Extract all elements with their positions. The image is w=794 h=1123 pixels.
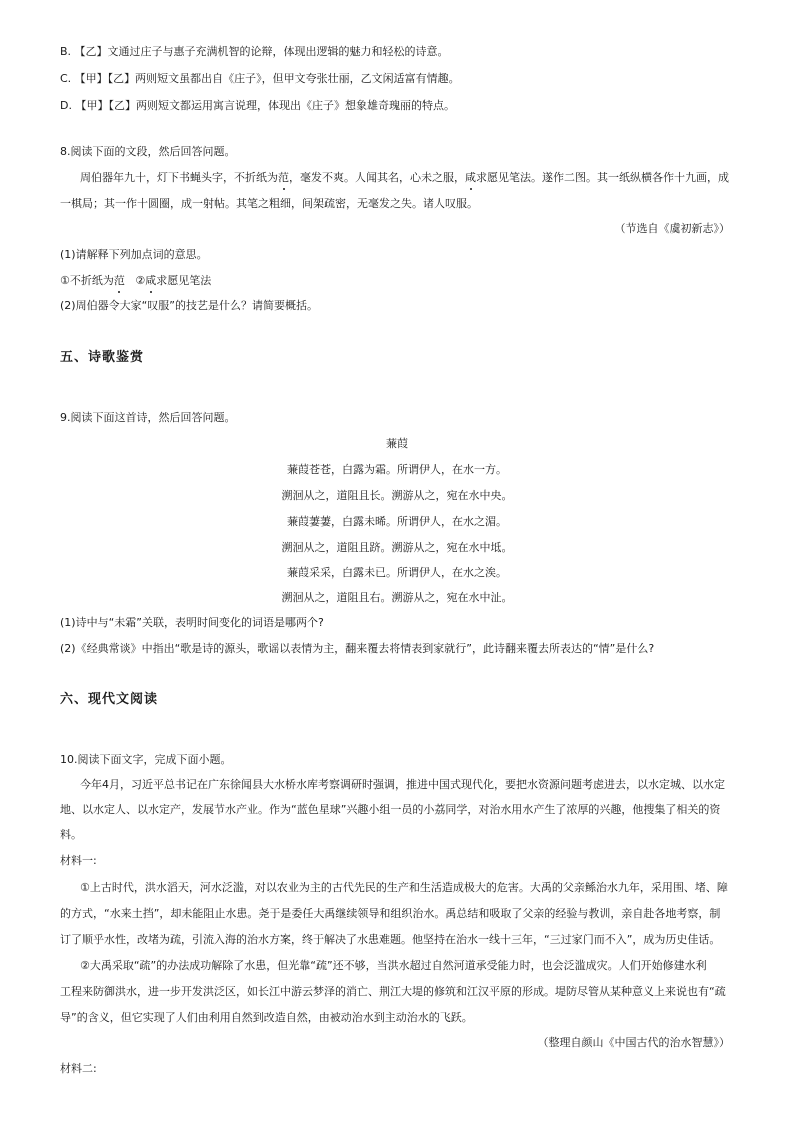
q8-sub1: (1)请解释下列加点词的意思。 xyxy=(60,248,208,261)
material-1-label: 材料一: xyxy=(60,854,97,867)
dotted-word-fan: 范 xyxy=(278,171,289,184)
q8-passage-text: 周伯器年九十，灯下书蝇头字，不折纸为 xyxy=(80,171,278,184)
q8-sub2: (2)周伯器令大家“叹服”的技艺是什么？请简要概括。 xyxy=(60,299,318,312)
poem-title: 蒹葭 xyxy=(386,437,408,450)
material-1-text: 的方式，“水来土挡”，却未能阻止水患。尧于是委任大禹继续领导和组织治水。禹总结和吸取了父亲的经验与教训，亲自赴各地考察，制 xyxy=(60,907,721,920)
material-1-text: 订了顺乎水性，改堵为疏，引流入海的治水方案，终于解决了水患难题。他坚持在治水一线十三年，“三过家门而不入”，成为历史佳话。 xyxy=(60,933,721,946)
dotted-word-xian: 咸 xyxy=(145,274,157,287)
poem-line: 溯洄从之，道阻且右。溯游从之，宛在水中沚。 xyxy=(281,591,513,604)
material-1-source: （整理自颜山《中国古代的治水智慧》） xyxy=(537,1036,730,1049)
material-1-text: 导”的含义，但它实现了人们由利用自然到改造自然，由被动治水到主动治水的飞跃。 xyxy=(60,1011,473,1024)
q7-option-b: B. 【乙】文通过庄子与惠子充满机智的论辩，体现出逻辑的魅力和轻松的诗意。 xyxy=(60,45,449,58)
material-1-text: 工程来防御洪水，进一步开发洪泛区，如长江中游云梦泽的消亡、荆江大堤的修筑和江汉平原的形成。堤防尽管从某种意义上来说也有“疏 xyxy=(60,985,726,998)
q10-intro-line: 地、以水定人、以水定产，发展节水产业。作为“蓝色星球”兴趣小组一员的小荔同学，对治水用水产生了浓厚的兴趣，他搜集了相关的资 xyxy=(60,803,721,816)
dotted-word-xian: 咸 xyxy=(465,171,476,184)
material-1-text: ②大禹采取“疏”的办法成功解除了水患，但光靠“疏”还不够，当洪水超过自然河道承受能力时，也会泛滥成灾。人们开始修建水利 xyxy=(80,959,707,972)
q9-sub2: (2)《经典常谈》中指出“歌是诗的源头，歌谣以表情为主，翻来覆去将情表到家就行”，此诗翻来覆去所表达的“情”是什么? xyxy=(60,642,655,655)
material-1-text: ①上古时代，洪水滔天，河水泛滥，对以农业为主的古代先民的生产和生活造成极大的危害。大禹的父亲鲧治水九年，采用围、堵、障 xyxy=(80,881,728,894)
q8-source: （节选自《虞初新志》） xyxy=(614,222,730,235)
material-2-label: 材料二: xyxy=(60,1062,97,1075)
section-heading-poetry: 五、诗歌鉴赏 xyxy=(60,350,145,365)
q8-item-text: 求愿见笔法 xyxy=(156,274,212,287)
q10-prompt: 10.阅读下面文字，完成下面小题。 xyxy=(60,753,232,766)
q7-option-c: C. 【甲】【乙】两则短文虽都出自《庄子》，但甲文夸张壮丽，乙文闲适富有情趣。 xyxy=(60,72,460,85)
q8-passage-text: ，毫发不爽。人闻其名，心未之服， xyxy=(289,171,465,184)
q8-sub1-items xyxy=(60,273,211,289)
poem-line: 溯洄从之，道阻且长。溯游从之，宛在水中央。 xyxy=(281,489,513,502)
poem-line: 蒹葭苍苍，白露为霜。所谓伊人，在水一方。 xyxy=(287,463,507,476)
q7-option-d: D. 【甲】【乙】两则短文都运用寓言说理，体现出《庄子》想象雄奇瑰丽的特点。 xyxy=(60,99,455,112)
q8-passage-line-1 xyxy=(80,170,729,186)
dotted-word-fan: 范 xyxy=(113,274,125,287)
poem-line: 蒹葭萋萋，白露未晞。所谓伊人，在水之湄。 xyxy=(287,515,507,528)
q8-passage-text: 求愿见笔法。遂作二图。其一纸纵横各作十九画，成 xyxy=(476,171,729,184)
q9-sub1: (1)诗中与“未霜”关联，表明时间变化的词语是哪两个? xyxy=(60,616,324,629)
q10-intro-line: 料。 xyxy=(60,828,82,841)
poem-line: 溯洄从之，道阻且跻。溯游从之，宛在水中坻。 xyxy=(281,541,513,554)
q8-item-text: ② xyxy=(124,274,146,287)
q8-passage-line-2: 一棋局；其一作十圆圈，成一射帖。其笔之粗细，间架疏密，无毫发之失。诸人叹服。 xyxy=(60,197,478,210)
q9-prompt: 9.阅读下面这首诗，然后回答问题。 xyxy=(60,411,236,424)
q8-item-text: ①不折纸为 xyxy=(60,274,114,287)
q10-intro-line: 今年4月，习近平总书记在广东徐闻县大水桥水库考察调研时强调，推进中国式现代化，要把水资源问题考虑进去，以水定城、以水定 xyxy=(80,778,725,791)
poem-line: 蒹葭采采，白露未已。所谓伊人，在水之涘。 xyxy=(287,566,507,579)
section-heading-modern-reading: 六、现代文阅读 xyxy=(60,692,159,707)
q8-prompt: 8.阅读下面的文段，然后回答问题。 xyxy=(60,145,236,158)
